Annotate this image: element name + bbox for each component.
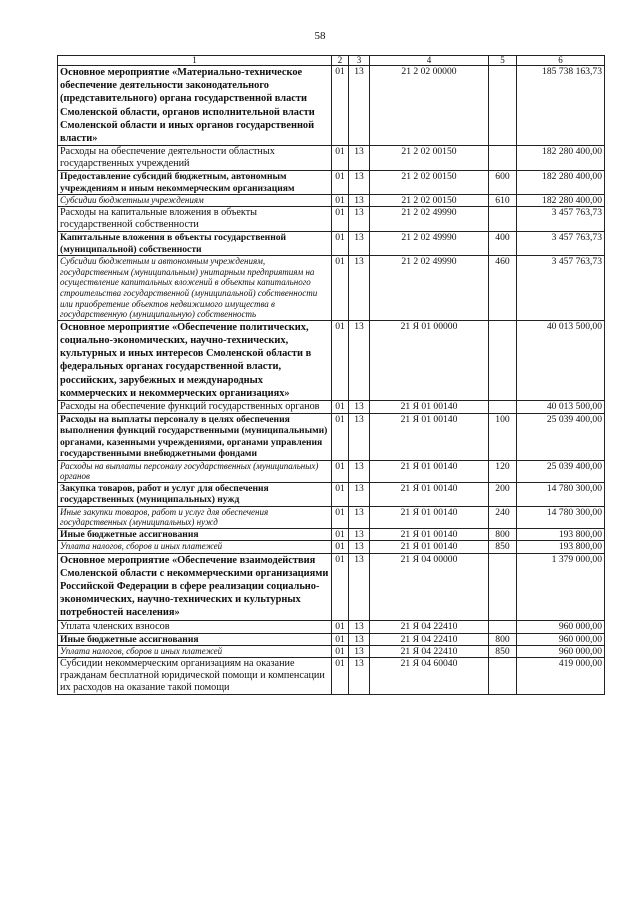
expense-type-cell: 600 — [489, 171, 517, 195]
target-article-cell: 21 Я 01 00140 — [370, 401, 489, 414]
target-article-cell: 21 Я 04 22410 — [370, 620, 489, 633]
amount-cell: 14 780 300,00 — [517, 482, 605, 506]
subsection-code-cell: 13 — [349, 207, 370, 232]
subsection-code-cell: 13 — [349, 256, 370, 321]
subsection-code-cell: 13 — [349, 620, 370, 633]
subsection-code-cell: 13 — [349, 146, 370, 171]
table-row — [58, 195, 605, 207]
section-code-cell: 01 — [332, 195, 349, 207]
section-code-cell: 01 — [332, 401, 349, 414]
row-name-cell: Уплата членских взносов — [58, 620, 332, 633]
section-code-cell: 01 — [332, 620, 349, 633]
amount-cell: 25 039 400,00 — [517, 460, 605, 482]
subsection-code-cell: 13 — [349, 553, 370, 620]
expense-type-cell — [489, 553, 517, 620]
row-name-cell: Иные бюджетные ассигнования — [58, 528, 332, 540]
table-row — [58, 460, 605, 482]
table-row — [58, 207, 605, 232]
row-name-cell: Предоставление субсидий бюджетным, автономным учреждениям и иным некоммерческим организациям — [58, 171, 332, 195]
expense-type-cell: 120 — [489, 460, 517, 482]
section-code-cell: 01 — [332, 541, 349, 553]
expense-type-cell — [489, 320, 517, 400]
row-name-cell: Иные бюджетные ассигнования — [58, 633, 332, 645]
amount-cell: 960 000,00 — [517, 633, 605, 645]
column-header-4: 4 — [370, 56, 489, 66]
section-code-cell: 01 — [332, 256, 349, 321]
row-name-cell: Закупка товаров, работ и услуг для обеспечения государственных (муниципальных) нужд — [58, 482, 332, 506]
amount-cell: 3 457 763,73 — [517, 207, 605, 232]
expense-type-cell: 850 — [489, 646, 517, 658]
target-article-cell: 21 2 02 49990 — [370, 207, 489, 232]
expense-type-cell — [489, 401, 517, 414]
target-article-cell: 21 Я 01 00140 — [370, 528, 489, 540]
expense-type-cell: 460 — [489, 256, 517, 321]
table-row — [58, 553, 605, 620]
section-code-cell: 01 — [332, 207, 349, 232]
amount-cell: 193 800,00 — [517, 541, 605, 553]
row-name-cell: Расходы на выплаты персоналу государственных (муниципальных) органов — [58, 460, 332, 482]
target-article-cell: 21 2 02 00150 — [370, 195, 489, 207]
table-row — [58, 146, 605, 171]
column-header-2: 2 — [332, 56, 349, 66]
expense-type-cell: 240 — [489, 506, 517, 528]
subsection-code-cell: 13 — [349, 482, 370, 506]
subsection-code-cell: 13 — [349, 232, 370, 256]
table-row — [58, 401, 605, 414]
expense-type-cell — [489, 66, 517, 146]
row-name-cell: Капитальные вложения в объекты государственной (муниципальной) собственности — [58, 232, 332, 256]
row-name-cell: Расходы на капитальные вложения в объекты государственной собственности — [58, 207, 332, 232]
target-article-cell: 21 Я 04 22410 — [370, 633, 489, 645]
subsection-code-cell: 13 — [349, 658, 370, 695]
expense-type-cell — [489, 658, 517, 695]
section-code-cell: 01 — [332, 320, 349, 400]
target-article-cell: 21 2 02 49990 — [370, 256, 489, 321]
target-article-cell: 21 Я 01 00140 — [370, 482, 489, 506]
subsection-code-cell: 13 — [349, 633, 370, 645]
table-row — [58, 528, 605, 540]
page-number: 58 — [314, 30, 326, 42]
section-code-cell: 01 — [332, 506, 349, 528]
row-name-cell: Расходы на выплаты персоналу в целях обеспечения выполнения функций государственными (муниципальными) органами, казенными учреждениями, органами управления государственными внебюджетными фондами — [58, 414, 332, 461]
target-article-cell: 21 Я 01 00140 — [370, 414, 489, 461]
table-row — [58, 541, 605, 553]
section-code-cell: 01 — [332, 482, 349, 506]
subsection-code-cell: 13 — [349, 401, 370, 414]
row-name-cell: Иные закупки товаров, работ и услуг для обеспечения государственных (муниципальных) нужд — [58, 506, 332, 528]
subsection-code-cell: 13 — [349, 541, 370, 553]
section-code-cell: 01 — [332, 646, 349, 658]
target-article-cell: 21 2 02 00000 — [370, 66, 489, 146]
section-code-cell: 01 — [332, 171, 349, 195]
section-code-cell: 01 — [332, 633, 349, 645]
section-code-cell: 01 — [332, 414, 349, 461]
subsection-code-cell: 13 — [349, 460, 370, 482]
table-row — [58, 232, 605, 256]
row-name-cell: Уплата налогов, сборов и иных платежей — [58, 646, 332, 658]
row-name-cell: Расходы на обеспечение деятельности областных государственных учреждений — [58, 146, 332, 171]
expense-type-cell: 610 — [489, 195, 517, 207]
row-name-cell: Субсидии бюджетным учреждениям — [58, 195, 332, 207]
subsection-code-cell: 13 — [349, 646, 370, 658]
table-row — [58, 620, 605, 633]
row-name-cell: Уплата налогов, сборов и иных платежей — [58, 541, 332, 553]
table-row — [58, 320, 605, 400]
amount-cell: 1 379 000,00 — [517, 553, 605, 620]
section-code-cell: 01 — [332, 553, 349, 620]
amount-cell: 960 000,00 — [517, 620, 605, 633]
table-row — [58, 66, 605, 146]
target-article-cell: 21 Я 01 00140 — [370, 506, 489, 528]
table-row — [58, 256, 605, 321]
subsection-code-cell: 13 — [349, 528, 370, 540]
row-name-cell: Расходы на обеспечение функций государственных органов — [58, 401, 332, 414]
row-name-cell: Основное мероприятие «Обеспечение политических, социально-экономических, научно-технических, культурных и иных интересов Смоленской области в федеральных органах государственной власти, российских, зарубежных и международных коммерческих и некоммерческих организациях» — [58, 320, 332, 400]
table-row — [58, 414, 605, 461]
section-code-cell: 01 — [332, 66, 349, 146]
subsection-code-cell: 13 — [349, 506, 370, 528]
amount-cell: 960 000,00 — [517, 646, 605, 658]
row-name-cell: Основное мероприятие «Обеспечение взаимодействия Смоленской области с некоммерческими организациями Российской Федерации в сфере реализации социально-экономических, научно-технических и культурных потребностей населения» — [58, 553, 332, 620]
expense-type-cell — [489, 146, 517, 171]
amount-cell: 182 280 400,00 — [517, 146, 605, 171]
expense-type-cell: 800 — [489, 633, 517, 645]
target-article-cell: 21 Я 04 60040 — [370, 658, 489, 695]
column-header-1: 1 — [58, 56, 332, 66]
amount-cell: 3 457 763,73 — [517, 232, 605, 256]
section-code-cell: 01 — [332, 232, 349, 256]
target-article-cell: 21 Я 04 22410 — [370, 646, 489, 658]
row-name-cell: Основное мероприятие «Материально-техническое обеспечение деятельности законодательного (представительного) органа государственной власти Смоленской области, органов исполнительной власти Смоленской области и иных органов государственной власти» — [58, 66, 332, 146]
expense-type-cell: 800 — [489, 528, 517, 540]
amount-cell: 40 013 500,00 — [517, 401, 605, 414]
expense-type-cell: 200 — [489, 482, 517, 506]
table-row — [58, 506, 605, 528]
table-row — [58, 171, 605, 195]
section-code-cell: 01 — [332, 528, 349, 540]
table-row — [58, 482, 605, 506]
target-article-cell: 21 Я 01 00140 — [370, 541, 489, 553]
table-body — [58, 66, 605, 695]
table-row — [58, 633, 605, 645]
target-article-cell: 21 2 02 00150 — [370, 171, 489, 195]
subsection-code-cell: 13 — [349, 195, 370, 207]
amount-cell: 193 800,00 — [517, 528, 605, 540]
expense-type-cell — [489, 207, 517, 232]
target-article-cell: 21 2 02 00150 — [370, 146, 489, 171]
column-header-6: 6 — [517, 56, 605, 66]
expense-type-cell: 400 — [489, 232, 517, 256]
subsection-code-cell: 13 — [349, 171, 370, 195]
table-header-row — [58, 56, 605, 66]
table-row — [58, 646, 605, 658]
row-name-cell: Субсидии некоммерческим организациям на оказание гражданам бесплатной юридической помощи и компенсации их расходов на оказание такой помощи — [58, 658, 332, 695]
table-row — [58, 658, 605, 695]
amount-cell: 185 738 163,73 — [517, 66, 605, 146]
column-header-3: 3 — [349, 56, 370, 66]
expense-type-cell: 850 — [489, 541, 517, 553]
target-article-cell: 21 Я 01 00140 — [370, 460, 489, 482]
amount-cell: 182 280 400,00 — [517, 171, 605, 195]
expense-type-cell: 100 — [489, 414, 517, 461]
column-header-5: 5 — [489, 56, 517, 66]
target-article-cell: 21 2 02 49990 — [370, 232, 489, 256]
section-code-cell: 01 — [332, 146, 349, 171]
amount-cell: 419 000,00 — [517, 658, 605, 695]
amount-cell: 40 013 500,00 — [517, 320, 605, 400]
amount-cell: 182 280 400,00 — [517, 195, 605, 207]
amount-cell: 3 457 763,73 — [517, 256, 605, 321]
expense-type-cell — [489, 620, 517, 633]
row-name-cell: Субсидии бюджетным и автономным учреждениям, государственным (муниципальным) унитарным предприятиям на осуществление капитальных вложений в объекты капитального строительства государственной (муниципальной) собственности или приобретение объектов недвижимого имущества в государственную (муниципальную) собственность — [58, 256, 332, 321]
target-article-cell: 21 Я 01 00000 — [370, 320, 489, 400]
budget-table — [57, 55, 605, 695]
section-code-cell: 01 — [332, 658, 349, 695]
subsection-code-cell: 13 — [349, 66, 370, 146]
subsection-code-cell: 13 — [349, 414, 370, 461]
subsection-code-cell: 13 — [349, 320, 370, 400]
target-article-cell: 21 Я 04 00000 — [370, 553, 489, 620]
amount-cell: 14 780 300,00 — [517, 506, 605, 528]
amount-cell: 25 039 400,00 — [517, 414, 605, 461]
section-code-cell: 01 — [332, 460, 349, 482]
